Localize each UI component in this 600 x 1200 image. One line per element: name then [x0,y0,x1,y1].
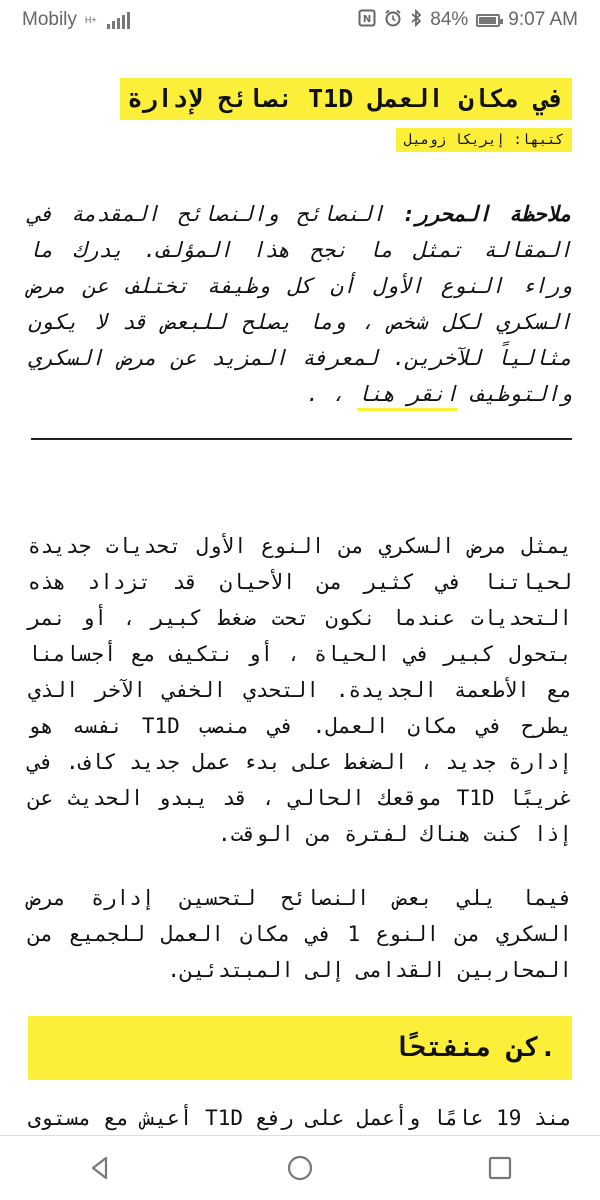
svg-text:N: N [363,13,372,25]
back-icon[interactable] [75,1143,125,1193]
editor-note-text: النصائح والنصائح المقدمة في المقالة تمثل ما نجح هذا المؤلف. يدرك ما وراء النوع الأول أن كل وظيفة تختلف عن مرض السكري لكل شخص ، وما يصلح للبعض قد لا يكون مثالياً للآخرين. لمعرفة المزيد عن مرض السكري والتوظيف [28,202,572,406]
section-heading: .كن منفتحًا [28,1016,572,1080]
bluetooth-icon [410,9,422,32]
battery-percent: 84% [430,9,469,30]
editor-note [28,196,572,412]
editor-note-tail: ، . [306,382,358,406]
clock: 9:07 AM [508,9,578,30]
recents-icon[interactable] [475,1143,525,1193]
article-title: في مكان العمل T1D نصائح لإدارة [120,78,573,120]
status-right [358,9,578,32]
battery-icon [476,14,500,27]
article-author: كتبها: إيريكا زوميل [396,128,572,152]
article [28,40,572,1164]
navigation-bar [0,1135,600,1200]
alarm-icon [384,9,402,32]
carrier-name: Mobily [22,9,77,30]
nfc-icon [358,9,376,32]
editor-note-label: ملاحظة المحرر: [402,202,572,226]
signal-icon [107,11,130,29]
click-here-link[interactable]: انقر هنا [357,382,458,411]
home-icon[interactable] [275,1143,325,1193]
body-paragraph: يمثل مرض السكري من النوع الأول تحديات جديدة لحياتنا في كثير من الأحيان قد تزداد هذه التحديات عندما نكون تحت ضغط كبير ، أو نمر بتحول كبير في الحياة ، أو نتكيف مع أجسامنا مع الأطعمة الجديدة. التحدي الخفي الآخر الذي يطرح في مكان العمل. في منصب T1D نفسه هو إدارة جديد ، الضغط على بدء عمل جديد كاف. في غريبًا T1D موقعك الحالي ، قد يبدو الحديث عن إذا كنت هناك لفترة من الوقت. [28,534,572,846]
section-paragraph: منذ 19 عامًا وأعمل على رفع T1D أعيش مع مستوى [28,1106,572,1130]
author-wrap [28,128,572,152]
title-wrap [28,78,572,120]
divider [31,438,572,440]
network-type: H+ [84,14,97,25]
body-paragraph: فيما يلي بعض النصائح لتحسين إدارة مرض السكري من النوع 1 في مكان العمل للجميع من المحاربين القدامى إلى المبتدئين. [28,886,573,982]
status-left [22,9,130,31]
status-bar [0,0,600,40]
